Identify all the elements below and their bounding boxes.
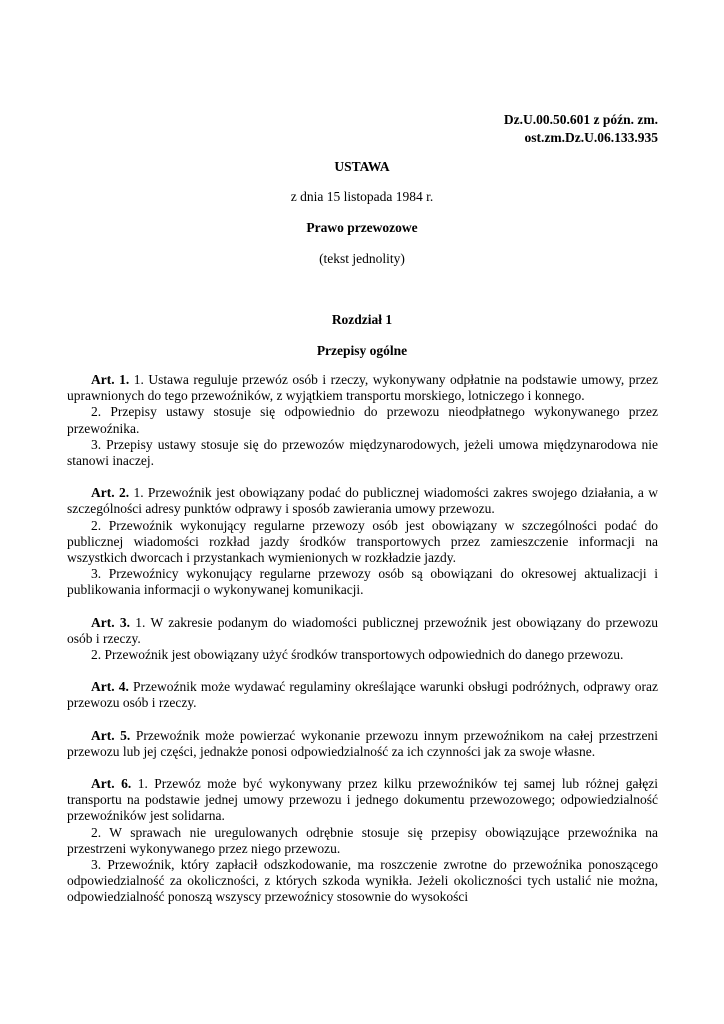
article-paragraph <box>67 404 658 436</box>
article-paragraph <box>67 566 658 598</box>
article-text: 3. Przepisy ustawy stosuje się do przewozów międzynarodowych, jeżeli umowa międzynarodowa nie stanowi inaczej. <box>67 436 658 469</box>
article-paragraph <box>67 857 658 906</box>
act-note: (tekst jednolity) <box>319 251 405 266</box>
article-text: 1. Przewoźnik jest obowiązany podać do publicznej wiadomości zakres swojego działania, a w szczególności adresy punktów odprawy i sposób zawierania umowy przewozu. <box>67 485 658 517</box>
article-label: Art. 4. <box>91 679 129 695</box>
chapter-title: Przepisy ogólne <box>316 343 408 358</box>
article-paragraph <box>67 372 658 404</box>
act-title: Prawo przewozowe <box>306 220 418 235</box>
article-text: 3. Przewoźnik, który zapłacił odszkodowanie, ma roszczenie zwrotne do przewoźnika ponoszącego odpowiedzialność za okoliczności, z których szkoda wynikła. Jeżeli okoliczności tych ustalić nie można, odpowiedzialność ponoszą wszyscy przewoźnicy stosownie do wysokości <box>67 857 658 905</box>
article-3 <box>67 615 658 664</box>
article-text: 2. Przewoźnik wykonujący regularne przewozy osób jest obowiązany w szczególności podać do publicznej wiadomości rozkład jazdy środków transportowych przez zamieszczenie informacji na wszystkich dworcach i przystankach wymienionych w rozkładzie jazdy. <box>67 517 658 566</box>
article-1 <box>67 372 658 469</box>
article-text: Przewoźnik może wydawać regulaminy określające warunki obsługi podróżnych, odprawy oraz przewozu osób i rzeczy. <box>67 679 658 711</box>
article-text: 1. Ustawa reguluje przewóz osób i rzeczy, wykonywany odpłatnie na podstawie umowy, przez uprawnionych do tego przewoźników, z wyjątkiem transportu morskiego, lotniczego i konnego. <box>67 372 658 404</box>
article-text: Przewoźnik może powierzać wykonanie przewozu innym przewoźnikom na całej przestrzeni przewozu lub jej części, jednakże ponosi odpowiedzialność za ich czynności jak za swoje własne. <box>67 727 658 759</box>
article-text: 1. Przewóz może być wykonywany przez kilku przewoźników tej samej lub różnej gałęzi transportu na podstawie jednej umowy przewozu i jednego dokumentu przewozowego; odpowiedzialność przewoźników jest solidarna. <box>67 776 658 824</box>
journal-reference-line-1: Dz.U.00.50.601 z późn. zm. <box>503 112 658 127</box>
journal-reference <box>504 111 658 147</box>
article-4 <box>67 679 658 711</box>
article-text: 2. Przepisy ustawy stosuje się odpowiednio do przewozu nieodpłatnego wykonywanego przez przewoźnika. <box>67 404 658 436</box>
article-label: Art. 6. <box>91 776 132 792</box>
article-text: 1. W zakresie podanym do wiadomości publicznej przewoźnik jest obowiązany do przewozu osób i rzeczy. <box>67 614 658 646</box>
article-text: 3. Przewoźnicy wykonujący regularne przewozy osób są obowiązani do okresowej aktualizacji i publikowania informacji o wykonywanej komunikacji. <box>67 566 658 598</box>
article-paragraph <box>67 485 658 517</box>
article-2 <box>67 485 658 598</box>
article-label: Art. 3. <box>91 614 131 630</box>
article-paragraph <box>67 615 658 647</box>
act-date: z dnia 15 listopada 1984 r. <box>290 189 434 204</box>
article-text: 2. Przewoźnik jest obowiązany użyć środków transportowych odpowiednich do danego przewozu. <box>91 647 624 663</box>
article-label: Art. 5. <box>91 727 131 743</box>
article-paragraph <box>67 518 658 567</box>
journal-reference-line-2: ost.zm.Dz.U.06.133.935 <box>524 130 658 145</box>
article-paragraph <box>67 776 658 825</box>
article-paragraph <box>67 728 658 760</box>
article-paragraph <box>67 679 658 711</box>
article-paragraph <box>67 437 658 469</box>
article-paragraph <box>67 825 658 857</box>
article-paragraph <box>67 647 658 663</box>
articles-body <box>67 372 658 922</box>
article-label: Art. 2. <box>91 485 130 501</box>
article-label: Art. 1. <box>91 372 130 387</box>
act-type: USTAWA <box>334 159 390 174</box>
article-5 <box>67 728 658 760</box>
chapter-number: Rozdział 1 <box>331 312 393 327</box>
article-text: 2. W sprawach nie uregulowanych odrębnie stosuje się przepisy obowiązujące przewoźnika na przestrzeni wykonywanego przez niego przewozu. <box>67 824 658 856</box>
article-6 <box>67 776 658 906</box>
